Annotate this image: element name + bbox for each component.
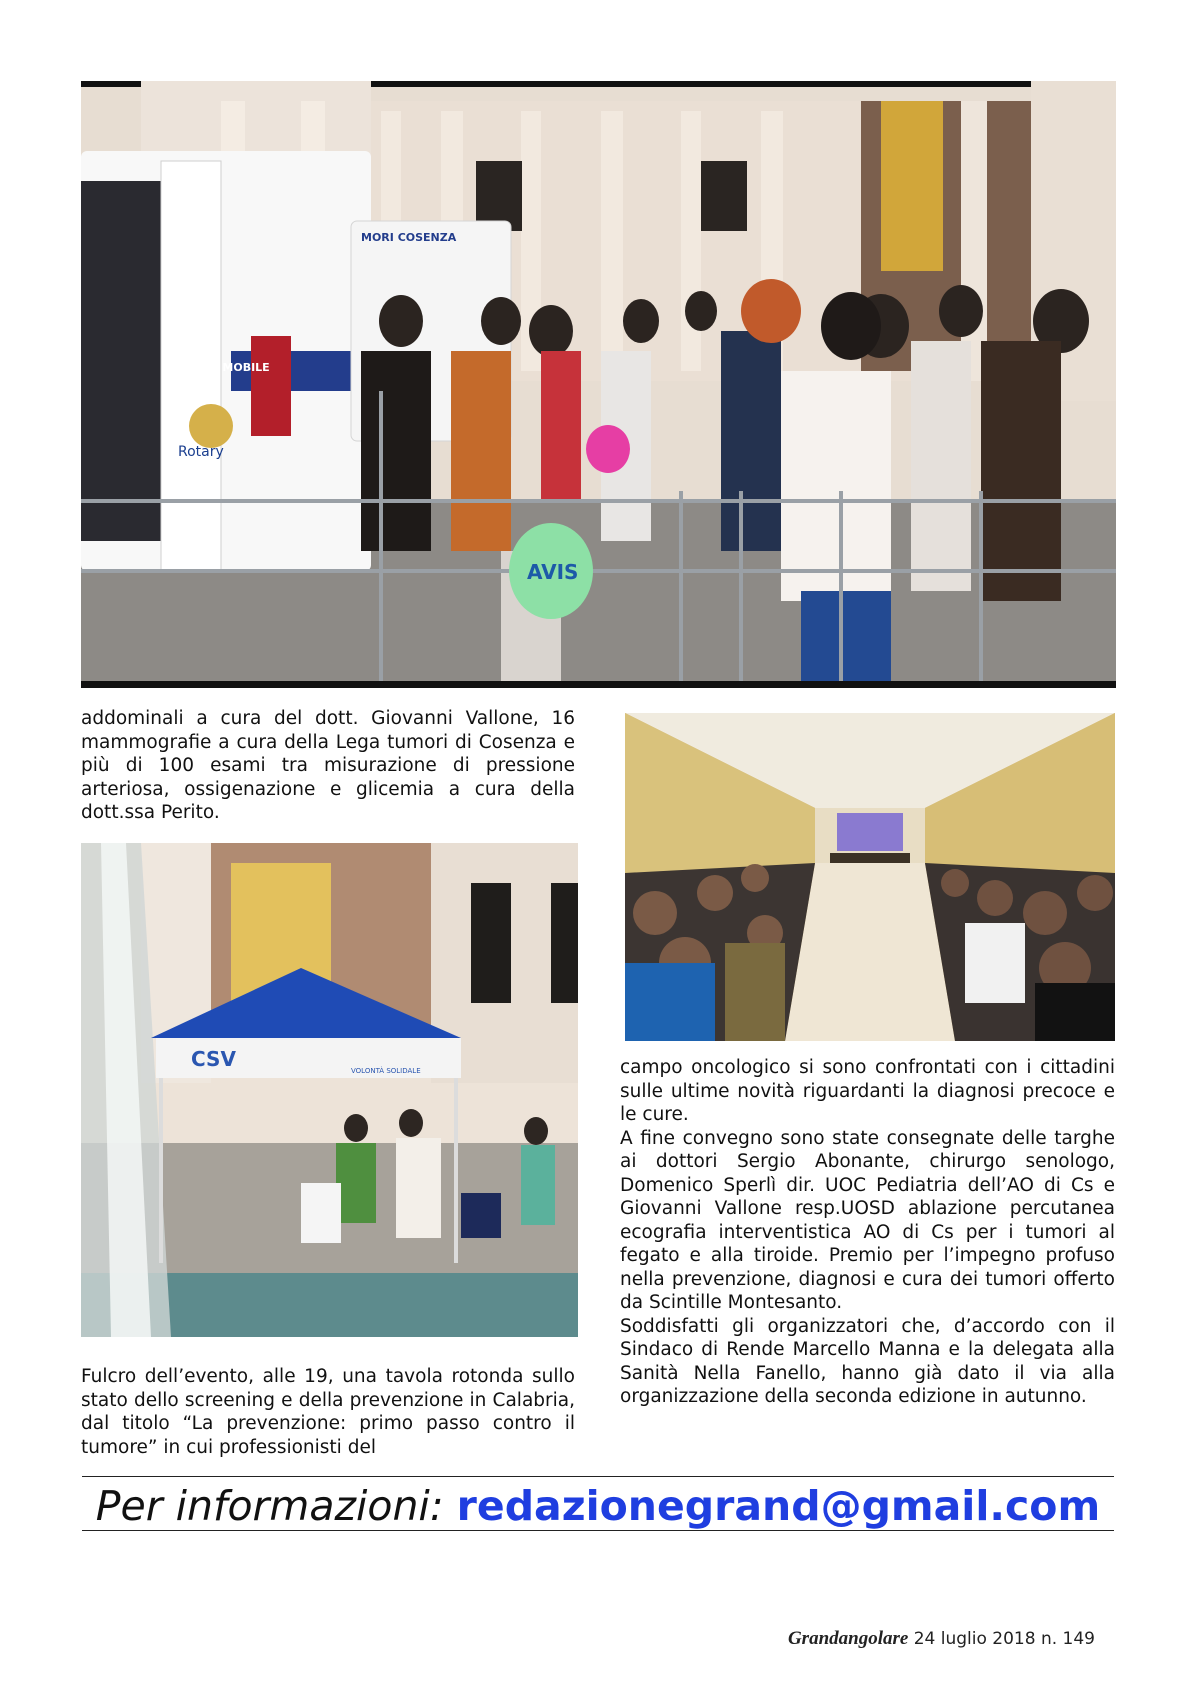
csv-tent-photo <box>81 843 578 1337</box>
info-bar <box>82 1482 1114 1530</box>
paragraph-campo-oncologico: campo oncologico si sono confrontati con i cittadini sulle ultime novità riguardanti la diagnosi precoce e le cure. <box>620 1057 1115 1125</box>
van-side-label: NOSI MOBILE <box>188 361 270 374</box>
rotary-label: Rotary <box>178 444 224 460</box>
magazine-name: Grandangolare <box>787 1628 909 1649</box>
tent-logo-text: CSV <box>191 1047 236 1071</box>
tent-subtext: VOLONTÀ SOLIDALE <box>351 1067 421 1075</box>
paragraph-targhe: A fine convegno sono state consegnate delle targhe ai dottori Sergio Abonante, chirurgo senologo, Domenico Sperlì dir. UOC Pediatria dell’AO di Cs e Giovanni Vallone resp.UOSD ablazione percutanea ecografia interventistica AO di Cs per i tumori al fegato e alla tiroide. Premio per l’impegno profuso nella prevenzione, diagnosi e cura dei tumori offerto da Scintille Montesanto. <box>620 1127 1115 1313</box>
right-column-text <box>620 1056 1115 1409</box>
top-photo-screening-event <box>81 81 1116 688</box>
info-top-rule <box>82 1476 1114 1477</box>
van-banner-label: MORI COSENZA <box>361 231 457 244</box>
intro-paragraph: addominali a cura del dott. Giovanni Vallone, 16 mammografie a cura della Lega tumori di Cosenza e più di 100 esami tra misurazione di pressione arteriosa, ossigenazione e glicemia a cura della dott.ssa Perito. <box>81 708 575 823</box>
left-column-intro <box>81 707 575 825</box>
outro-paragraph: Fulcro dell’evento, alle 19, una tavola rotonda sullo stato dello screening e della prevenzione in Calabria, dal titolo “La prevenzione: primo passo contro il tumore” in cui professionisti del <box>81 1366 575 1458</box>
info-label: Per informazioni: <box>95 1482 457 1530</box>
paragraph-organizzatori: Soddisfatti gli organizzatori che, d’accordo con il Sindaco di Rende Marcello Manna e la delegata alla Sanità Nella Fanello, hanno già dato il via alla organizzazione della seconda edizione in autunno. <box>620 1315 1115 1407</box>
page-footer <box>788 1628 1095 1650</box>
contact-email-link[interactable]: redazionegrand@gmail.com <box>456 1482 1101 1530</box>
issue-info: 24 luglio 2018 n. 149 <box>908 1629 1095 1649</box>
conference-photo <box>625 713 1115 1041</box>
info-bottom-rule <box>82 1530 1114 1531</box>
balloon-label: AVIS <box>527 560 579 584</box>
left-column-outro <box>81 1365 575 1459</box>
